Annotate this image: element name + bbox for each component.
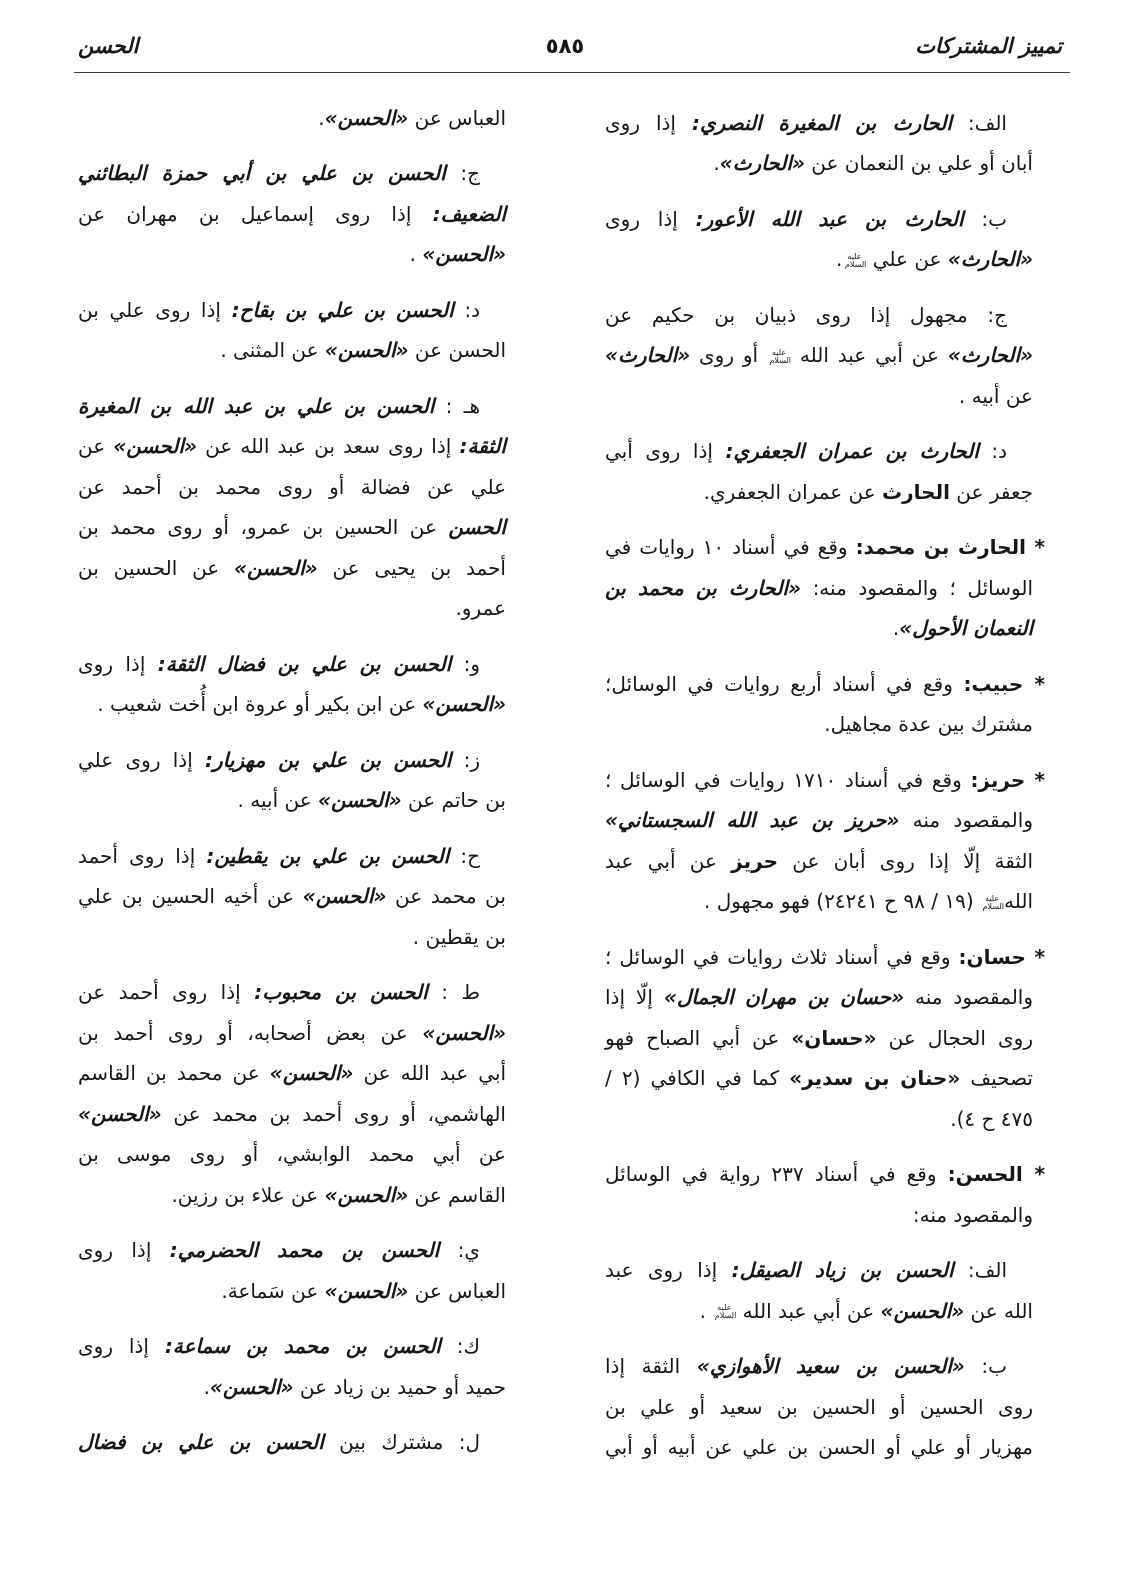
entry-heading: الحارث xyxy=(882,479,950,504)
text-run: أحمد بن يحيى عن xyxy=(317,555,506,580)
name-highlight: «الحسن» xyxy=(269,1061,354,1086)
text-run: الهاشمي، أو روى أحمد بن محمد عن xyxy=(161,1101,506,1126)
text-run: إذا روى علي xyxy=(78,747,206,772)
entry-heading: * الحسن: xyxy=(947,1162,1045,1187)
name-highlight: الثقة: xyxy=(459,434,506,459)
page-number: ٥٨٥ xyxy=(545,34,585,58)
name-highlight: الحسن بن علي بن بقاح: xyxy=(231,297,454,322)
text-run: جعفر عن xyxy=(949,479,1033,504)
text-run: روى الحسين أو الحسين بن سعيد أو علي بن xyxy=(605,1394,1033,1419)
text-line xyxy=(605,239,1033,280)
text-run: عن xyxy=(78,434,114,459)
text-line xyxy=(605,335,1033,376)
text-run: ج: مجهول إذا روى ذبيان بن حكيم عن xyxy=(605,302,1007,327)
text-line xyxy=(605,431,1033,472)
text-run: مشترك بين عدة مجاهيل. xyxy=(824,712,1033,737)
text-run: عن أبيه . xyxy=(958,383,1033,408)
text-line xyxy=(78,684,506,725)
text-line xyxy=(605,143,1033,184)
name-highlight: الحارث بن المغيرة النصري: xyxy=(692,110,952,135)
text-line xyxy=(605,103,1033,144)
name-highlight: «الحارث» xyxy=(719,151,805,176)
text-line xyxy=(78,1271,506,1312)
text-run: إذا روى إسماعيل بن مهران عن xyxy=(78,201,433,226)
name-highlight: النعمان الأحول» xyxy=(899,616,1033,641)
text-run: إذا روى xyxy=(78,1238,170,1263)
header-divider xyxy=(74,72,1070,73)
text-run: وقع في أسناد ١٠ روايات في xyxy=(605,535,856,560)
left-column xyxy=(78,98,506,1463)
text-run: . xyxy=(203,1374,210,1399)
text-line xyxy=(78,740,506,781)
text-line xyxy=(605,1195,1033,1236)
text-line xyxy=(605,568,1033,609)
running-header-entry-title: الحسن xyxy=(78,34,139,58)
text-run: ح: xyxy=(449,843,480,868)
text-line xyxy=(605,704,1033,745)
text-run: بن حاتم عن xyxy=(401,788,506,813)
name-highlight: «الحسن بن سعيد الأهوازي» xyxy=(696,1354,965,1379)
name-highlight: الحسن بن علي بن يقطين: xyxy=(206,843,450,868)
text-run: علي عن فضالة أو روى محمد بن أحمد عن xyxy=(78,474,506,499)
text-run: عمرو. xyxy=(455,596,506,621)
text-line xyxy=(605,1058,1033,1099)
text-run: ي: xyxy=(439,1238,480,1263)
text-run: إذا روى أبي xyxy=(605,439,726,464)
text-line xyxy=(605,1291,1033,1332)
text-line xyxy=(605,937,1045,978)
text-run: العباس عن xyxy=(408,105,506,130)
name-highlight: الحارث بن عبد الله الأعور: xyxy=(695,206,964,231)
text-line xyxy=(78,330,506,371)
text-run: تصحيف xyxy=(960,1066,1033,1091)
name-highlight: «الحسن» xyxy=(318,788,402,813)
text-line xyxy=(605,1250,1033,1291)
text-line xyxy=(605,800,1033,841)
text-run: إذا روى xyxy=(78,651,158,676)
text-run: د: xyxy=(978,439,1007,464)
text-run: عن أبي عبد الله xyxy=(736,1298,881,1323)
text-run: كما في الكافي (٢ / xyxy=(605,1066,790,1091)
name-highlight: الحسن بن زياد الصيقل: xyxy=(731,1258,954,1283)
name-highlight: الحسن بن محمد بن سماعة: xyxy=(164,1334,441,1359)
text-line xyxy=(78,876,506,917)
text-run: عن الحسين بن xyxy=(78,555,235,580)
text-run: إذا روى علي بن xyxy=(78,297,232,322)
text-line xyxy=(605,295,1033,336)
text-line xyxy=(605,1387,1033,1428)
text-line xyxy=(78,972,506,1013)
entry-heading: * حسان: xyxy=(958,944,1045,969)
sub-entry xyxy=(78,290,506,371)
text-line xyxy=(78,644,506,685)
text-line xyxy=(78,1326,506,1367)
text-run: وقع في أسناد أربع روايات في الوسائل؛ xyxy=(605,671,964,696)
text-run: . xyxy=(318,105,325,130)
text-line xyxy=(78,588,506,629)
text-line xyxy=(78,1013,506,1054)
text-run: الوسائل ؛ والمقصود منه: xyxy=(800,575,1033,600)
entry-heading: حريز xyxy=(731,848,778,873)
text-run: وقع في أسناد ٢٣٧ رواية في الوسائل xyxy=(605,1162,948,1187)
name-highlight: «الحسن» xyxy=(880,1298,965,1323)
text-line xyxy=(78,1134,506,1175)
text-run: أبان أو علي بن النعمان عن xyxy=(804,151,1033,176)
text-line xyxy=(605,199,1033,240)
text-run: د: xyxy=(453,297,480,322)
name-highlight: «الحسن» xyxy=(324,338,409,363)
name-highlight: «الحسن» xyxy=(324,1182,409,1207)
text-line xyxy=(605,608,1033,649)
name-highlight: الحسن بن محبوب: xyxy=(254,980,428,1005)
text-run: عن علي xyxy=(866,247,948,272)
text-run: عن الحسين بن عمرو، أو روى محمد بن xyxy=(78,515,449,540)
text-run: عن المثنى . xyxy=(220,338,325,363)
name-highlight: «الحارث» xyxy=(605,343,691,368)
text-run: إذا روى xyxy=(78,1334,165,1359)
name-highlight: «الحسن» xyxy=(324,1278,409,1303)
text-run: روى الحجال عن xyxy=(876,1025,1033,1050)
main-entry xyxy=(605,527,1046,649)
text-run: عن محمد بن القاسم xyxy=(78,1061,270,1086)
text-run: عن بعض أصحابه، أو روى أحمد بن xyxy=(78,1020,423,1045)
sub-entry xyxy=(78,740,506,821)
text-line xyxy=(605,472,1033,513)
text-run: حميد أو حميد بن زياد عن xyxy=(293,1374,506,1399)
name-highlight: الحسن بن علي بن مهزيار: xyxy=(205,747,452,772)
text-run: . xyxy=(699,1298,713,1323)
text-line xyxy=(78,194,506,235)
name-highlight: «الحسن» xyxy=(78,1101,162,1126)
text-run: ب: xyxy=(964,1354,1007,1379)
text-run: عن أبي محمد الوابشي، أو روى موسى بن xyxy=(78,1142,506,1167)
text-run: عن علاء بن رزين. xyxy=(171,1182,325,1207)
main-entry xyxy=(605,937,1045,1140)
text-run: ط : xyxy=(427,980,480,1005)
name-highlight: «الحارث» xyxy=(947,247,1033,272)
name-highlight: «الحسن» xyxy=(113,434,197,459)
text-run: إذا روى عبد xyxy=(605,1258,732,1283)
sub-entry xyxy=(605,103,1033,184)
main-entry xyxy=(605,1154,1045,1235)
text-line xyxy=(605,977,1033,1018)
name-highlight: «الحسن» xyxy=(422,242,506,267)
sub-entry xyxy=(78,644,506,725)
text-run: والمقصود منه xyxy=(899,808,1033,833)
honorific-symbol: عليه السلام xyxy=(714,1303,737,1321)
sub-entry xyxy=(78,386,506,629)
name-highlight: الحسن بن علي بن عبد الله بن المغيرة xyxy=(78,393,435,418)
name-highlight: «الحسن» xyxy=(234,555,318,580)
text-run: . xyxy=(892,616,900,641)
continued-paragraph xyxy=(78,98,506,139)
text-line xyxy=(78,386,506,427)
text-run: عن ابن بكير أو عروة ابن أُخت شعيب . xyxy=(97,692,423,717)
sub-entry xyxy=(78,1422,506,1463)
running-header-section-title: تمييز المشتركات xyxy=(915,34,1062,58)
text-run: والمقصود منه: xyxy=(912,1202,1033,1227)
sub-entry xyxy=(605,1250,1033,1331)
text-run: و: xyxy=(451,651,480,676)
text-line xyxy=(78,467,506,508)
sub-entry xyxy=(605,431,1033,512)
text-run: الله xyxy=(1004,889,1033,914)
name-highlight: «الحسن» xyxy=(324,105,409,130)
text-line xyxy=(78,507,506,548)
text-run: بن يقطين . xyxy=(412,924,506,949)
text-run: وقع في أسناد ١٧١٠ روايات في الوسائل ؛ xyxy=(605,767,971,792)
text-line xyxy=(78,426,506,467)
text-line xyxy=(78,836,506,877)
name-highlight: الحسن بن محمد الحضرمي: xyxy=(169,1238,440,1263)
name-highlight: «الحسن» xyxy=(302,884,387,909)
text-run: إلّا إذا xyxy=(605,985,664,1010)
main-entry xyxy=(605,664,1045,745)
entry-heading: * الحارث بن محمد: xyxy=(855,535,1046,560)
text-run: مهزيار أو علي أو الحسن بن علي عن أبيه أو أبي xyxy=(605,1435,1033,1460)
text-line xyxy=(605,376,1033,417)
entry-heading: * حريز: xyxy=(970,767,1045,792)
text-run: . xyxy=(713,151,720,176)
text-line xyxy=(78,98,506,139)
name-highlight: «الحسن» xyxy=(209,1374,294,1399)
right-column xyxy=(605,103,1046,1468)
text-run: عن أبي الصباح فهو xyxy=(605,1025,792,1050)
sub-entry xyxy=(78,153,506,275)
name-highlight: الحسن xyxy=(448,515,506,540)
text-run: عن سَماعة. xyxy=(221,1278,325,1303)
sub-entry xyxy=(605,199,1033,280)
name-highlight: «الحسن» xyxy=(422,692,506,717)
text-run: الله عن xyxy=(964,1298,1033,1323)
text-line xyxy=(605,1154,1045,1195)
text-run: بن محمد عن xyxy=(386,884,506,909)
text-run: إذا روى أحمد عن xyxy=(78,980,255,1005)
text-run: العباس عن xyxy=(408,1278,506,1303)
text-run: إذا روى أحمد xyxy=(78,843,207,868)
text-run: عن أخيه الحسين بن علي xyxy=(78,884,303,909)
text-run: الف: xyxy=(953,1258,1008,1283)
name-highlight: الحسن بن علي بن فضال الثقة: xyxy=(157,651,452,676)
text-line xyxy=(605,881,1033,922)
honorific-symbol: عليه السلام xyxy=(982,893,1004,911)
text-run: ٤٧٥ ح ٤). xyxy=(950,1106,1033,1131)
sub-entry xyxy=(605,1346,1033,1468)
text-line xyxy=(78,1053,506,1094)
text-line xyxy=(605,1346,1033,1387)
name-highlight: «الحارث بن محمد بن xyxy=(605,575,801,600)
text-run: (١٩ / ٩٨ ح ٢٤٢٤١) فهو مجهول . xyxy=(704,889,980,914)
honorific-symbol: عليه السلام xyxy=(769,347,791,365)
text-line xyxy=(605,1018,1033,1059)
text-run: إذا روى xyxy=(605,110,692,135)
text-run: الحسن عن xyxy=(408,338,506,363)
text-run: عن عمران الجعفري. xyxy=(703,479,883,504)
text-line xyxy=(78,917,506,958)
text-run: ل: مشترك بين xyxy=(323,1430,480,1455)
text-line xyxy=(78,234,506,275)
text-run: الثقة إذا xyxy=(605,1354,697,1379)
text-run: وقع في أسناد ثلاث روايات في الوسائل ؛ xyxy=(605,944,959,969)
text-line xyxy=(78,1422,506,1463)
text-run: هـ : xyxy=(434,393,480,418)
text-run: ب: xyxy=(963,206,1007,231)
entry-heading: «حسان» xyxy=(791,1025,877,1050)
text-run: ج: xyxy=(445,161,480,186)
text-run: . xyxy=(836,247,843,272)
text-run: عن أبيه . xyxy=(237,788,319,813)
text-line xyxy=(78,153,506,194)
sub-entry xyxy=(78,1230,506,1311)
name-highlight: الضعيف: xyxy=(432,201,506,226)
name-highlight: الحارث بن عمران الجعفري: xyxy=(725,439,979,464)
sub-entry xyxy=(78,972,506,1215)
text-line xyxy=(605,527,1045,568)
text-line xyxy=(605,1427,1033,1468)
honorific-symbol: عليه السلام xyxy=(844,251,867,269)
name-highlight: الحسن بن علي بن فضال xyxy=(78,1430,324,1455)
text-run: القاسم عن xyxy=(408,1182,506,1207)
text-line xyxy=(605,760,1045,801)
sub-entry xyxy=(78,836,506,958)
text-run: عن أبي عبد xyxy=(605,848,732,873)
text-run: إذا روى xyxy=(605,206,696,231)
entry-heading: «حنان بن سدير» xyxy=(789,1066,961,1091)
text-run: الف: xyxy=(951,110,1007,135)
name-highlight: «الحارث» xyxy=(947,343,1033,368)
name-highlight: «الحسن» xyxy=(422,1020,506,1045)
sub-entry xyxy=(605,295,1033,417)
text-run: . xyxy=(409,242,423,267)
text-run: ك: xyxy=(440,1334,480,1359)
text-run: ز: xyxy=(451,747,480,772)
text-run: أبي عبد الله عن xyxy=(353,1061,506,1086)
text-line xyxy=(78,548,506,589)
text-line xyxy=(78,290,506,331)
text-line xyxy=(605,841,1033,882)
text-run: عن أبي عبد الله xyxy=(791,343,948,368)
sub-entry xyxy=(78,1326,506,1407)
text-run: أو روى xyxy=(690,343,767,368)
text-run: والمقصود منه xyxy=(904,985,1033,1010)
text-line xyxy=(78,780,506,821)
text-line xyxy=(78,1230,506,1271)
name-highlight: الحسن بن علي بن أبي حمزة البطائني xyxy=(78,161,446,186)
main-entry xyxy=(605,760,1045,922)
text-line xyxy=(78,1367,506,1408)
text-line xyxy=(605,664,1045,705)
text-line xyxy=(78,1175,506,1216)
text-run: الثقة إلّا إذا روى أبان عن xyxy=(777,848,1034,873)
name-highlight: «حريز بن عبد الله السجستاني» xyxy=(605,808,900,833)
text-line xyxy=(78,1094,506,1135)
entry-heading: * حبيب: xyxy=(963,671,1045,696)
name-highlight: «حسان بن مهران الجمال» xyxy=(663,985,905,1010)
text-run: إذا روى سعد بن عبد الله عن xyxy=(196,434,460,459)
text-line xyxy=(605,1099,1033,1140)
